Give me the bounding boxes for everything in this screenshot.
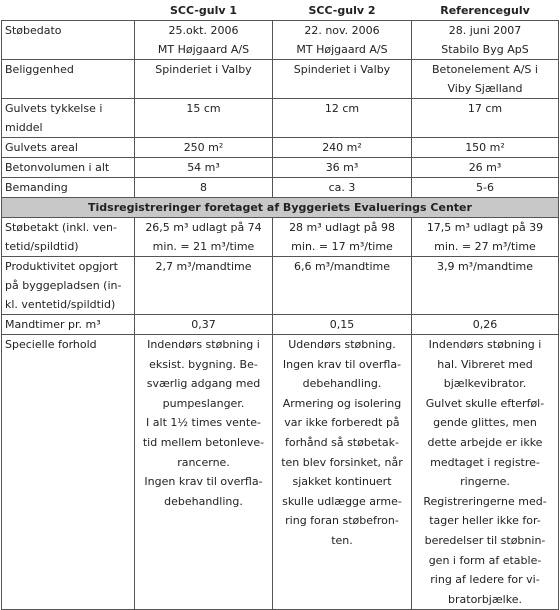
table-cell xyxy=(273,138,412,158)
cell-text-line: rancerne. xyxy=(177,455,230,469)
row-label xyxy=(2,257,135,315)
cell-text-line: Støbetakt (inkl. ven- xyxy=(5,221,117,234)
cell-text-line: 17 cm xyxy=(467,102,503,115)
cell-text-line: Armering og isolering xyxy=(282,396,402,410)
cell-text-line: 250 m² xyxy=(183,141,224,154)
cell-text-line: eksist. bygning. Be- xyxy=(149,357,258,371)
table-cell xyxy=(412,99,559,138)
cell-text-line: 3,9 m³/mandtime xyxy=(436,260,534,273)
cell-text-line: ca. 3 xyxy=(328,181,356,194)
cell-text-line: 17,5 m³ udlagt på 39 xyxy=(426,221,544,234)
table-cell xyxy=(273,60,412,99)
table-cell xyxy=(273,178,412,198)
row-label xyxy=(2,218,135,257)
table-cell xyxy=(135,158,273,178)
cell-text-line: Spinderiet i Valby xyxy=(293,63,391,76)
cell-text-line: 15 cm xyxy=(186,102,221,115)
cell-text-line: 0,37 xyxy=(191,318,216,331)
cell-text-line: Ingen krav til overfla- xyxy=(282,357,402,371)
table-cell xyxy=(412,257,559,315)
table-cell xyxy=(273,99,412,138)
cell-text-line: medtaget i registre- xyxy=(430,455,540,469)
table-cell xyxy=(135,138,273,158)
cell-text-line: Bemanding xyxy=(5,181,68,194)
table-row xyxy=(2,138,559,158)
cell-text-line: Gulvets tykkelse i xyxy=(5,102,103,115)
cell-text-line: Mandtimer pr. m³ xyxy=(5,318,101,331)
cell-text-line: 0,26 xyxy=(472,318,498,331)
table-row xyxy=(2,60,559,99)
table-cell xyxy=(135,178,273,198)
row-label xyxy=(2,315,135,335)
cell-text-line: gen i form af etable- xyxy=(428,553,542,567)
cell-text-line: Viby Sjælland xyxy=(447,82,523,95)
column-header: Referencegulv xyxy=(412,1,559,21)
cell-text-line: min. = 27 m³/time xyxy=(434,240,536,253)
cell-text-line: bjælkevibrator. xyxy=(443,377,527,391)
table-row xyxy=(2,99,559,138)
table-cell xyxy=(273,218,412,257)
cell-text-line: sjakket kontinuert xyxy=(292,475,392,489)
table-row xyxy=(2,21,559,60)
cell-text-line: debehandling. xyxy=(164,494,243,508)
cell-text-line: forhånd så støbetak- xyxy=(285,435,399,449)
table-row xyxy=(2,218,559,257)
cell-text-line: ten. xyxy=(331,533,353,547)
column-header: SCC-gulv 1 xyxy=(135,1,273,21)
column-header xyxy=(2,1,135,21)
notes-cell xyxy=(412,335,559,610)
cell-text-line: middel xyxy=(5,121,43,134)
table-cell xyxy=(135,99,273,138)
table-cell xyxy=(273,21,412,60)
cell-text-line: kl. ventetid/spildtid) xyxy=(5,298,116,311)
cell-text-line: skulle udlægge arme- xyxy=(282,494,402,508)
table-row xyxy=(2,315,559,335)
table-cell xyxy=(412,21,559,60)
notes-cell xyxy=(273,335,412,610)
cell-text-line: 28. juni 2007 xyxy=(448,24,522,37)
cell-text-line: bratorbjælke. xyxy=(448,592,522,606)
header-row xyxy=(2,1,559,21)
cell-text-line: 26,5 m³ udlagt på 74 xyxy=(145,221,262,234)
table-cell xyxy=(273,257,412,315)
cell-text-line: Spinderiet i Valby xyxy=(155,63,252,76)
table-cell xyxy=(412,138,559,158)
cell-text-line: 6,6 m³/mandtime xyxy=(293,260,391,273)
section-banner-row xyxy=(2,198,559,218)
special-conditions-row xyxy=(2,335,559,610)
cell-text-line: MT Højgaard A/S xyxy=(296,43,388,56)
cell-text-line: 2,7 m³/mandtime xyxy=(155,260,252,273)
table-cell xyxy=(412,315,559,335)
cell-text-line: 5-6 xyxy=(476,181,494,194)
table-cell xyxy=(273,315,412,335)
cell-text-line: Betonelement A/S i xyxy=(432,63,538,76)
table-cell xyxy=(135,60,273,99)
cell-text-line: Indendørs støbning i xyxy=(428,338,542,351)
cell-text-line: Gulvet skulle efterføl- xyxy=(425,396,545,410)
section-banner: Tidsregistreringer foretaget af Byggeriets Evaluerings Center xyxy=(2,198,559,218)
cell-text-line: min. = 17 m³/time xyxy=(291,240,393,253)
cell-text-line: pumpeslanger. xyxy=(162,396,245,410)
cell-text-line: Produktivitet opgjort xyxy=(5,260,118,273)
table-cell xyxy=(412,60,559,99)
cell-text-line: Gulvets areal xyxy=(5,141,78,154)
cell-text-line: 26 m³ xyxy=(468,161,502,174)
row-label xyxy=(2,99,135,138)
cell-text-line: 22. nov. 2006 xyxy=(304,24,380,37)
row-label xyxy=(2,158,135,178)
row-label xyxy=(2,178,135,198)
cell-text-line: Betonvolumen i alt xyxy=(5,161,110,174)
row-label: Specielle forhold xyxy=(2,335,135,610)
table-cell xyxy=(135,218,273,257)
cell-text-line: ring af ledere for vi- xyxy=(430,573,540,587)
cell-text-line: ringerne. xyxy=(460,475,510,489)
cell-text-line: 12 cm xyxy=(324,102,360,115)
table-cell xyxy=(135,257,273,315)
cell-text-line: 8 xyxy=(200,181,207,194)
cell-text-line: tager heller ikke for- xyxy=(429,514,541,528)
cell-text-line: sværlig adgang med xyxy=(146,377,261,391)
cell-text-line: 28 m³ udlagt på 98 xyxy=(289,221,395,234)
cell-text-line: 150 m² xyxy=(465,141,505,154)
table-cell xyxy=(412,158,559,178)
cell-text-line: ring foran støbefron- xyxy=(285,514,399,528)
cell-text-line: 0,15 xyxy=(329,318,355,331)
cell-text-line: beredelser til støbnin- xyxy=(424,533,546,547)
cell-text-line: dette arbejde er ikke xyxy=(427,435,543,449)
cell-text-line: 54 m³ xyxy=(187,161,220,174)
table-cell xyxy=(412,218,559,257)
cell-text-line: Registreringerne med- xyxy=(423,494,547,508)
table-cell xyxy=(135,21,273,60)
table-row xyxy=(2,178,559,198)
table-cell xyxy=(273,158,412,178)
cell-text-line: debehandling. xyxy=(302,377,382,391)
notes-cell xyxy=(135,335,273,610)
cell-text-line: var ikke forberedt på xyxy=(284,416,400,430)
cell-text-line: 25.okt. 2006 xyxy=(168,24,239,37)
cell-text-line: på byggepladsen (in- xyxy=(5,279,122,292)
cell-text-line: min. = 21 m³/time xyxy=(152,240,255,253)
table-cell xyxy=(135,315,273,335)
row-label xyxy=(2,21,135,60)
cell-text-line: Støbedato xyxy=(5,24,62,37)
cell-text-line: hal. Vibreret med xyxy=(437,357,533,371)
cell-text-line: tid mellem betonleve- xyxy=(142,435,265,449)
concrete-floor-table xyxy=(1,1,559,610)
cell-text-line: Ingen krav til overfla- xyxy=(144,475,263,489)
cell-text-line: tetid/spildtid) xyxy=(5,240,79,253)
column-header: SCC-gulv 2 xyxy=(273,1,412,21)
cell-text-line: Beliggenhed xyxy=(5,63,74,76)
cell-text-line: gende glittes, men xyxy=(433,416,537,430)
cell-text-line: MT Højgaard A/S xyxy=(157,43,250,56)
table-row xyxy=(2,158,559,178)
cell-text-line: I alt 1½ times vente- xyxy=(146,416,261,430)
table-row xyxy=(2,257,559,315)
cell-text-line: Indendørs støbning i xyxy=(147,338,260,351)
cell-text-line: Udendørs støbning. xyxy=(288,338,396,351)
row-label xyxy=(2,138,135,158)
cell-text-line: 240 m² xyxy=(322,141,362,154)
table-cell xyxy=(412,178,559,198)
cell-text-line: ten blev forsinket, når xyxy=(281,455,403,469)
cell-text-line: 36 m³ xyxy=(325,161,359,174)
cell-text-line: Stabilo Byg ApS xyxy=(441,43,529,56)
row-label xyxy=(2,60,135,99)
